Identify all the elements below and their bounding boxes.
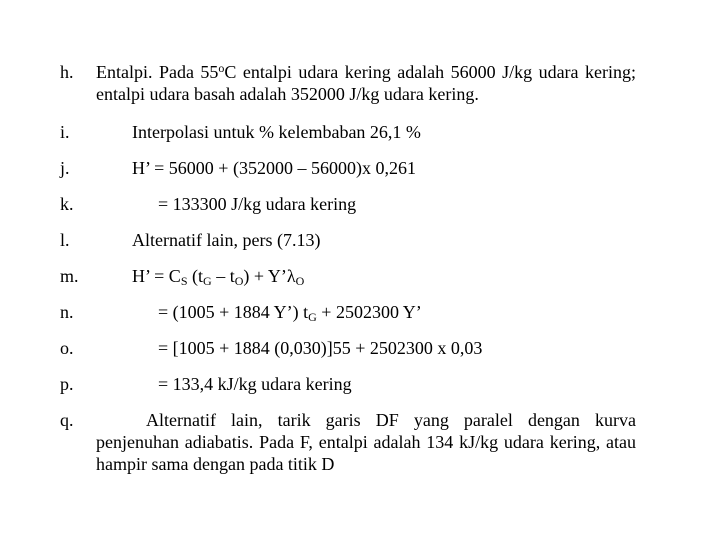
item-text: Interpolasi untuk % kelembaban 26,1 % bbox=[132, 122, 421, 142]
item-letter: i. bbox=[60, 122, 70, 142]
item-text: = [1005 + 1884 (0,030)]55 + 2502300 x 0,03 bbox=[158, 338, 483, 358]
item-text: = (1005 + 1884 Y’) $t_G + 2502300$ Y’ bbox=[158, 302, 422, 324]
item-text: = 133300 J/kg udara kering bbox=[158, 194, 357, 214]
item-letter: n. bbox=[60, 302, 74, 322]
item-letter: o. bbox=[60, 338, 74, 358]
item-letter: j. bbox=[60, 158, 70, 178]
item-letter: h. bbox=[60, 62, 74, 82]
item-text: Entalpi. Pada 55$^o$C entalpi udara kering adalah 56000 J/kg udara kering; entalpi udara basah adalah 352000 J/kg udara kering. bbox=[96, 61, 636, 104]
item-text: = 133,4 kJ/kg udara kering bbox=[158, 374, 352, 394]
item-letter: k. bbox=[60, 194, 74, 214]
item-text: Alternatif lain, pers (7.13) bbox=[132, 230, 321, 250]
item-letter: m. bbox=[60, 266, 79, 286]
item-letter: q. bbox=[60, 410, 74, 430]
item-text: Alternatif lain, tarik garis DF yang paralel dengan kurva penjenuhan adiabatis. Pada F, entalpi adalah 134 kJ/kg udara kering, atau hampir sama dengan pada titik D bbox=[96, 410, 636, 474]
item-letter: p. bbox=[60, 374, 74, 394]
item-letter: l. bbox=[60, 230, 70, 250]
item-text: H’ = $C_S$ $(t_G - t_O)$ + $Y’\lambda_O$ bbox=[132, 266, 305, 288]
item-text: H’ = 56000 + (352000 – 56000)x 0,261 bbox=[132, 158, 416, 178]
